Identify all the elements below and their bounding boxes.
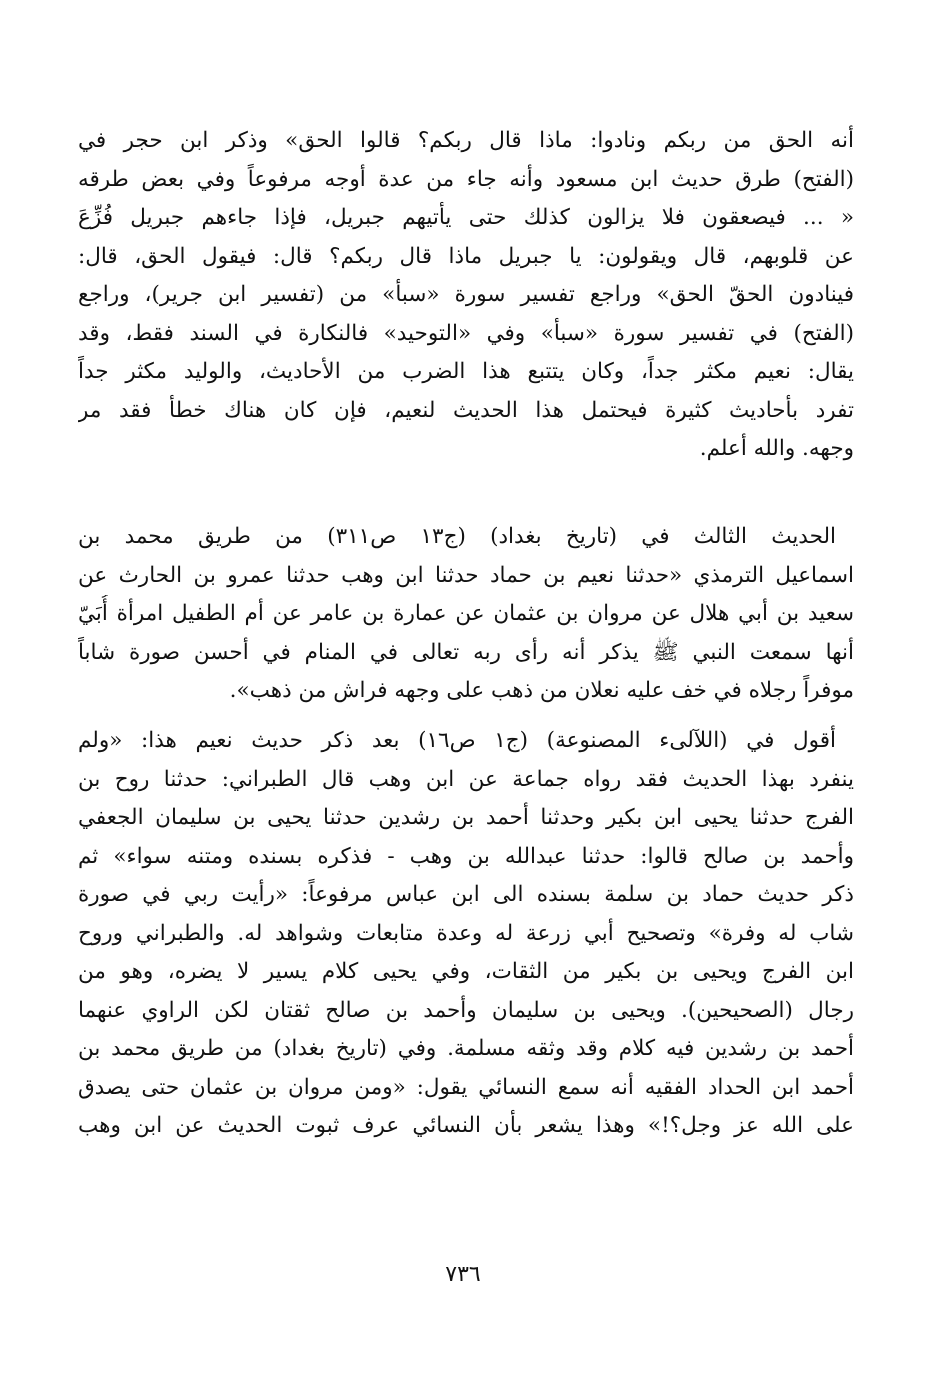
paragraph-3 [78,722,854,1146]
text-line: ينفرد بهذا الحديث فقد رواه جماعة عن ابن وهب قال الطبراني: حدثنا روح بن [78,766,854,792]
text-line: أحمد بن رشدين فيه كلام وقد وثقه مسلمة. وفي (تاريخ بغداد) من طريق محمد بن [78,1036,854,1061]
text-line: « ... فيصعقون فلا يزالون كذلك حتى يأتيهم جبريل، فإذا جاءهم جبريل فُزِّعَ [78,205,854,230]
paragraph-1 [78,122,854,469]
text-line: الحديث الثالث في (تاريخ بغداد) (ج١٣ ص٣١١) من طريق محمد بن [78,524,836,549]
text-line: ذكر حديث حماد بن سلمة بسنده الى ابن عباس مرفوعاً: «رأيت ربي في صورة [78,882,854,907]
text-line: شاب له وفرة» وتصحيح أبي زرعة له وعدة متابعات وشواهد له. والطبراني وروح [78,920,854,946]
text-line: وجهه. والله أعلم. [699,436,854,461]
text-line: (الفتح) في تفسير سورة «سبأ» وفي «التوحيد» فالنكارة في السند فقط، وقد [78,320,854,346]
text-line: (الفتح) طرق حديث ابن مسعود وأنه جاء من عدة أوجه مرفوعاً وفي بعض طرقه [78,166,854,192]
text-line: سعيد بن أبي هلال عن مروان بن عثمان عن عمارة بن عامر عن أم الطفيل امرأة أُبَيّ [78,601,854,626]
paragraph-2 [78,518,854,711]
text-line: أحمد ابن الحداد الفقيه أنه سمع النسائي يقول: «ومن مروان بن عثمان حتى يصدق [78,1074,854,1100]
text-line: عن قلوبهم، قال ويقولون: يا جبريل ماذا قال ربكم؟ قال: فيقول الحق، قال: [78,243,854,269]
page-number: ٧٣٦ [445,1262,481,1287]
text-line: رجال (الصحيحين). ويحيى بن سليمان وأحمد بن صالح ثقتان لكن الراوي عنهما [78,997,854,1023]
text-line: اسماعيل الترمذي «حدثنا نعيم بن حماد حدثنا ابن وهب حدثنا عمرو بن الحارث عن [78,562,854,588]
text-line: على الله عز وجل؟!» وهذا يشعر بأن النسائي عرف ثبوت الحديث عن ابن وهب [78,1113,854,1138]
text-line: يقال: نعيم مكثر جداً، وكان يتتبع هذا الضرب من الأحاديث، والوليد مكثر جداً [78,359,854,384]
text-line: أنها سمعت النبي ﷺ يذكر أنه رأى ربه تعالى في المنام في أحسن صورة شاباً [78,639,854,665]
text-line: موفراً رجلاه في خف عليه نعلان من ذهب على وجهه فراش من ذهب». [229,678,854,703]
text-line: ابن الفرج ويحيى بن بكير من الثقات، وفي يحيى كلام يسير لا يضره، وهو من [78,959,854,984]
text-line: الفرج حدثنا يحيى ابن بكير وحدثنا أحمد بن رشدين حدثنا يحيى بن سليمان الجعفي [78,805,854,830]
text-line: تفرد بأحاديث كثيرة فيحتمل هذا الحديث لنعيم، فإن كان هناك خطأ فقد مر [78,397,854,423]
text-line: وأحمد بن صالح قالوا: حدثنا عبدالله بن وهب - فذكره بسنده ومتنه سواء» ثم [78,843,854,869]
text-line: فينادون الحقّ الحق» وراجع تفسير سورة «سبأ» من (تفسير ابن جرير)، وراجع [78,282,854,307]
text-line: أنه الحق من ربكم ونادوا: ماذا قال ربكم؟ قالوا الحق» وذكر ابن حجر في [78,128,854,153]
text-line: أقول في (اللآلىء المصنوعة) (ج١ ص١٦) بعد ذكر حديث نعيم هذا: «ولم [78,728,836,753]
